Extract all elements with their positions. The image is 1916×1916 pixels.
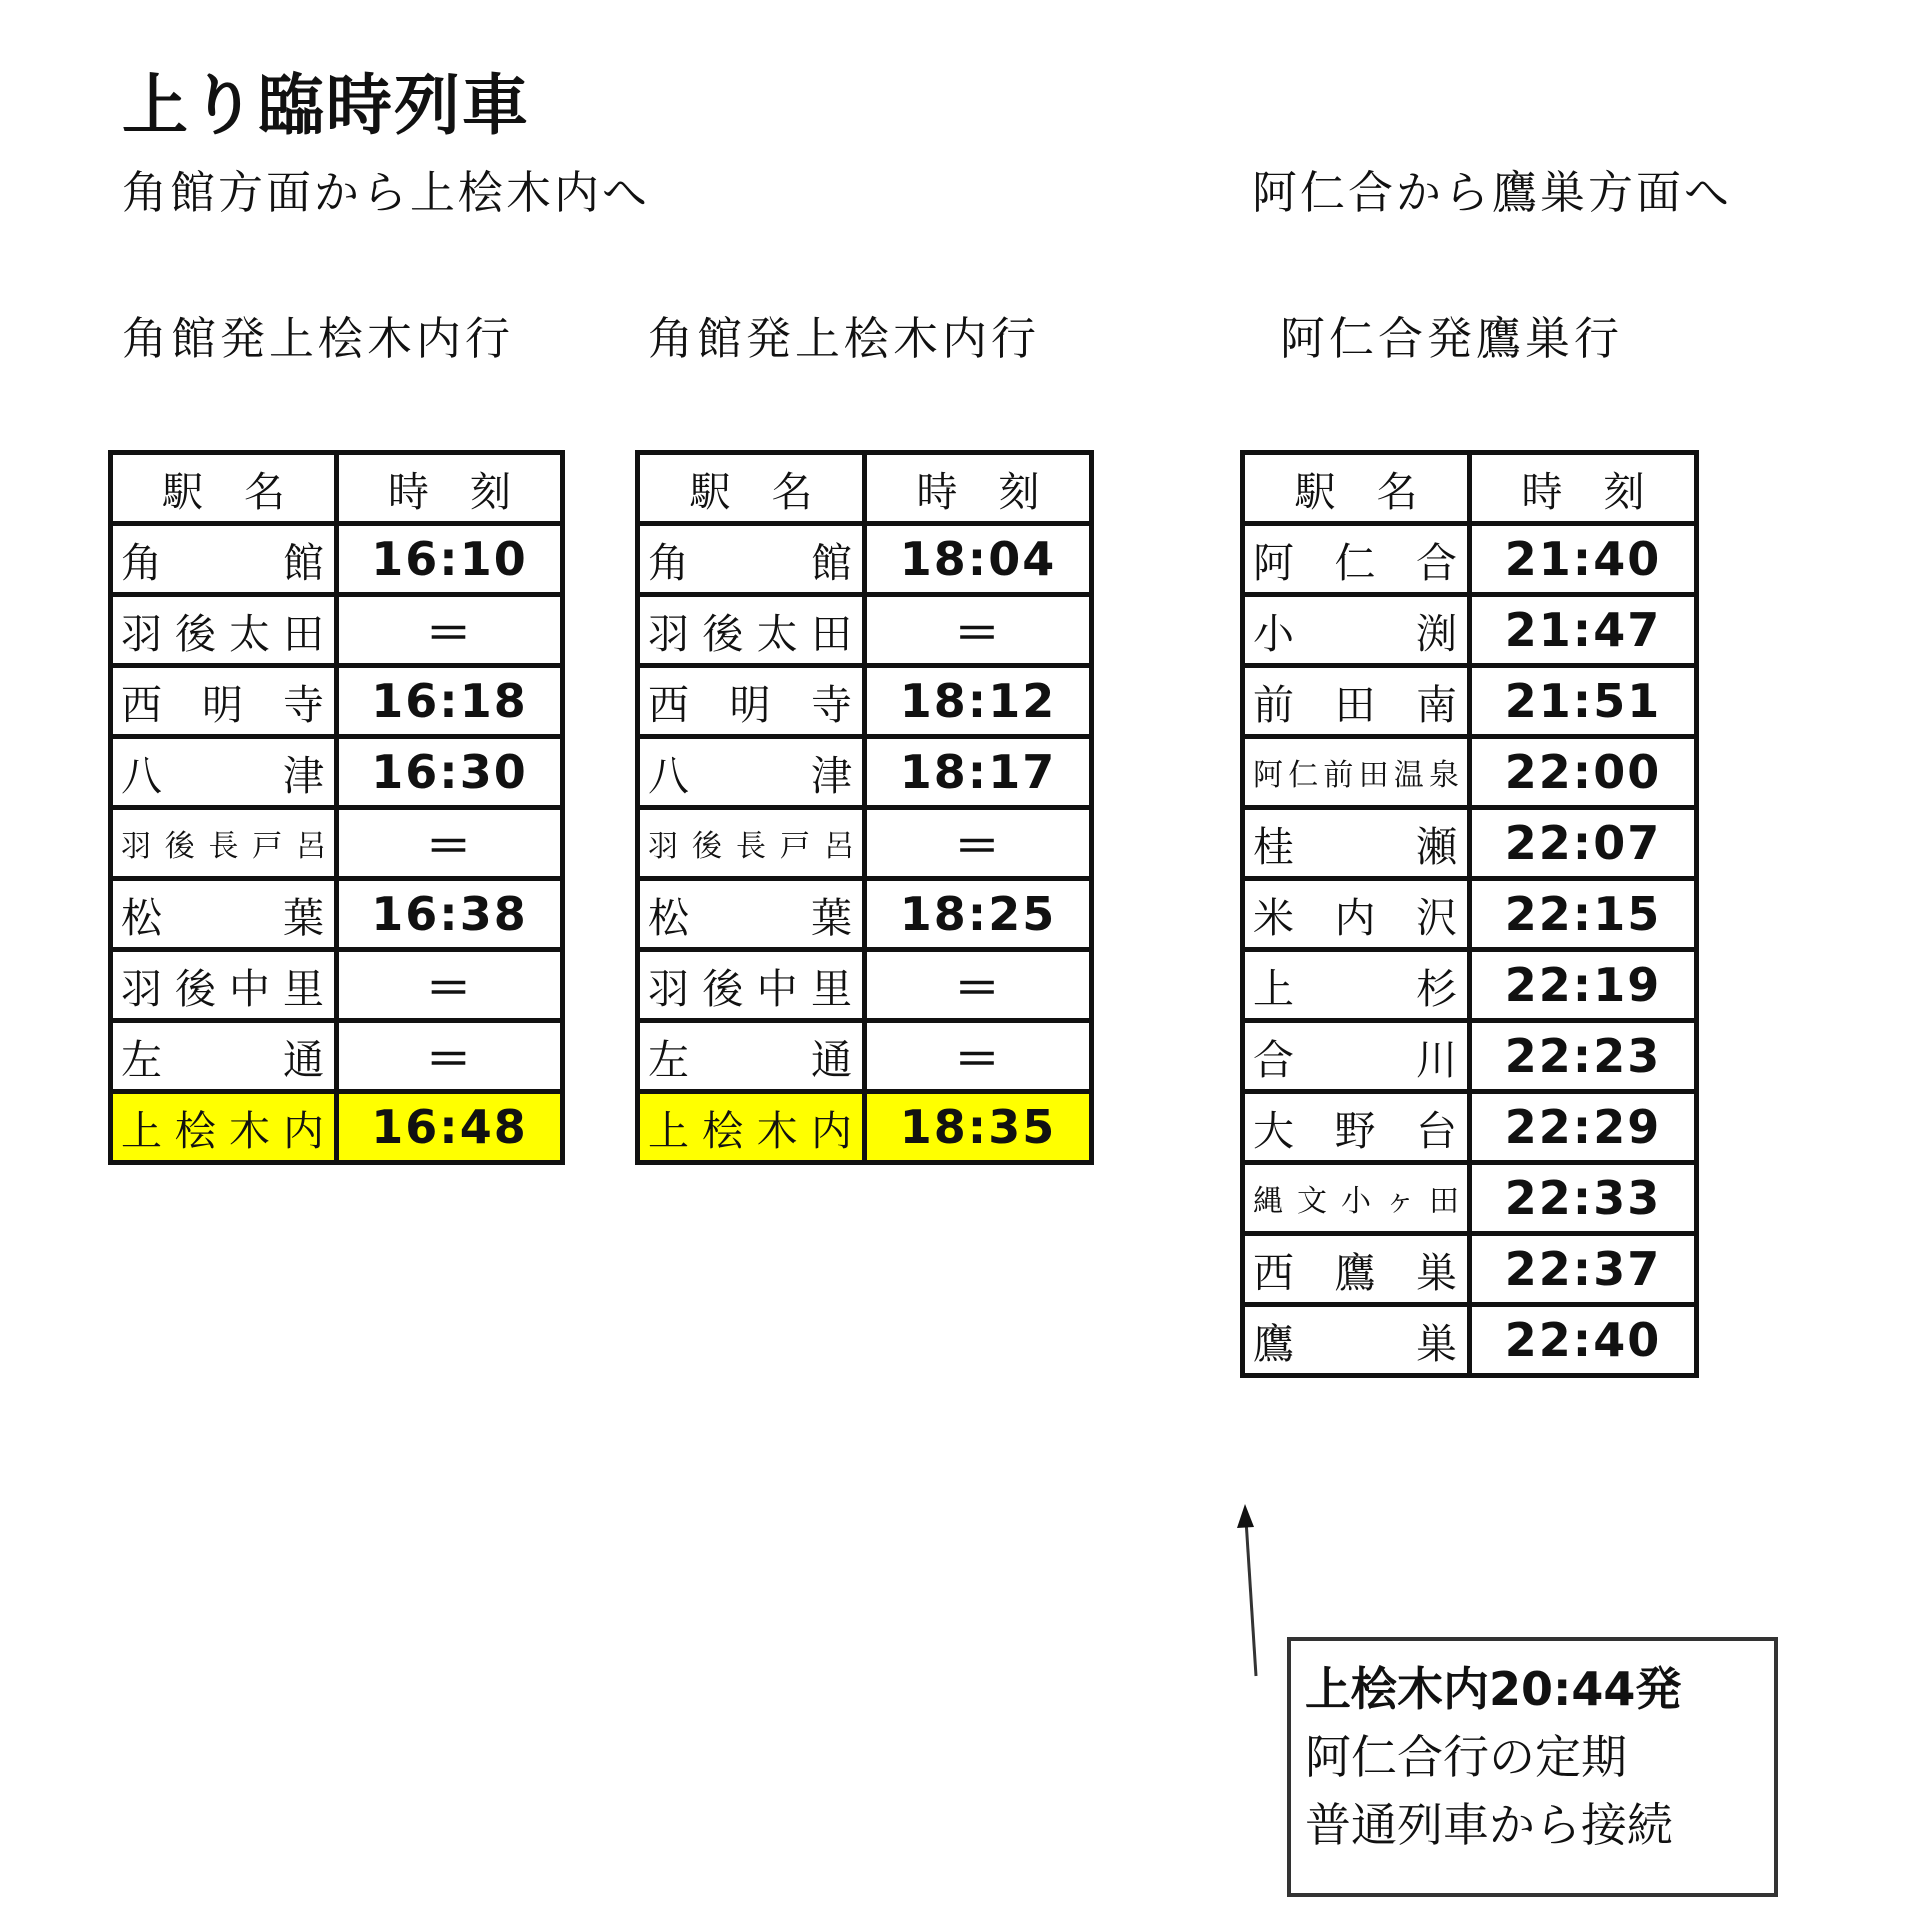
table-row	[638, 524, 1092, 595]
table-row	[1243, 1092, 1697, 1163]
station-name-cell: 角館	[111, 524, 337, 595]
station-name-cell: 上桧木内	[111, 1092, 337, 1163]
departure-time-cell: ＝	[865, 808, 1092, 879]
header-time-cell: 時 刻	[1470, 453, 1697, 524]
departure-time-cell: ＝	[865, 950, 1092, 1021]
departure-time-cell: ＝	[337, 950, 563, 1021]
departure-time-cell: 22:37	[1470, 1234, 1697, 1305]
station-name-cell: 羽後太田	[638, 595, 865, 666]
departure-time-cell: 22:19	[1470, 950, 1697, 1021]
departure-time-cell: 16:10	[337, 524, 563, 595]
table-row	[638, 666, 1092, 737]
station-name-cell: 左通	[638, 1021, 865, 1092]
station-name-cell: 大野台	[1243, 1092, 1470, 1163]
station-name-cell: 前田南	[1243, 666, 1470, 737]
station-name-cell: 縄文小ヶ田	[1243, 1163, 1470, 1234]
departure-time-cell: ＝	[865, 1021, 1092, 1092]
station-name-cell: 西明寺	[638, 666, 865, 737]
table-row	[638, 1092, 1092, 1163]
departure-time-cell: 22:23	[1470, 1021, 1697, 1092]
departure-time-cell: 22:29	[1470, 1092, 1697, 1163]
timetable-1	[108, 450, 565, 1165]
departure-time-cell: 18:35	[865, 1092, 1092, 1163]
table-heading-3: 阿仁合発鷹巣行	[1280, 312, 1624, 365]
station-name-cell: 羽後長戸呂	[638, 808, 865, 879]
departure-time-cell: ＝	[865, 595, 1092, 666]
section-heading-aniai: 阿仁合から鷹巣方面へ	[1252, 166, 1733, 219]
note-line-3: 普通列車から接続	[1305, 1798, 1673, 1852]
departure-time-cell: 16:18	[337, 666, 563, 737]
departure-time-cell: 22:40	[1470, 1305, 1697, 1376]
station-name-cell: 左通	[111, 1021, 337, 1092]
station-name-cell: 小渕	[1243, 595, 1470, 666]
departure-time-cell: 22:33	[1470, 1163, 1697, 1234]
table-row	[638, 808, 1092, 879]
note-line-2: 阿仁合行の定期	[1305, 1730, 1627, 1784]
table-header-row	[638, 453, 1092, 524]
table-heading-1: 角館発上桧木内行	[122, 312, 515, 365]
table-row	[1243, 879, 1697, 950]
connection-note	[1287, 1637, 1778, 1897]
table-row	[111, 808, 563, 879]
table-row	[638, 950, 1092, 1021]
station-name-cell: 松葉	[638, 879, 865, 950]
station-name-cell: 阿仁前田温泉	[1243, 737, 1470, 808]
departure-time-cell: 16:30	[337, 737, 563, 808]
table-row	[638, 595, 1092, 666]
station-name-cell: 阿仁合	[1243, 524, 1470, 595]
header-station-cell: 駅 名	[1243, 453, 1470, 524]
station-name-cell: 八津	[638, 737, 865, 808]
header-time-cell: 時 刻	[337, 453, 563, 524]
table-row	[111, 1021, 563, 1092]
station-name-cell: 角館	[638, 524, 865, 595]
header-station-cell: 駅 名	[638, 453, 865, 524]
table-row	[1243, 595, 1697, 666]
departure-time-cell: 16:38	[337, 879, 563, 950]
departure-time-cell: 21:40	[1470, 524, 1697, 595]
station-name-cell: 羽後中里	[638, 950, 865, 1021]
departure-time-cell: 16:48	[337, 1092, 563, 1163]
table-row	[111, 524, 563, 595]
departure-time-cell: 22:00	[1470, 737, 1697, 808]
table-row	[1243, 1163, 1697, 1234]
departure-time-cell: 18:17	[865, 737, 1092, 808]
station-name-cell: 上杉	[1243, 950, 1470, 1021]
station-name-cell: 八津	[111, 737, 337, 808]
station-name-cell: 上桧木内	[638, 1092, 865, 1163]
table-row	[638, 737, 1092, 808]
table-row	[111, 666, 563, 737]
station-name-cell: 羽後中里	[111, 950, 337, 1021]
table-row	[1243, 1305, 1697, 1376]
departure-time-cell: 18:25	[865, 879, 1092, 950]
table-row	[111, 737, 563, 808]
note-line-1: 上桧木内20:44発	[1305, 1662, 1682, 1716]
station-name-cell: 鷹巣	[1243, 1305, 1470, 1376]
header-station-cell: 駅 名	[111, 453, 337, 524]
departure-time-cell: 21:51	[1470, 666, 1697, 737]
departure-time-cell: 21:47	[1470, 595, 1697, 666]
station-name-cell: 羽後長戸呂	[111, 808, 337, 879]
station-name-cell: 西鷹巣	[1243, 1234, 1470, 1305]
section-heading-kakunodate: 角館方面から上桧木内へ	[122, 166, 651, 219]
departure-time-cell: 22:07	[1470, 808, 1697, 879]
timetable-3	[1240, 450, 1699, 1378]
station-name-cell: 米内沢	[1243, 879, 1470, 950]
table-row	[1243, 524, 1697, 595]
table-row	[111, 595, 563, 666]
table-row	[111, 950, 563, 1021]
table-row	[111, 1092, 563, 1163]
station-name-cell: 桂瀬	[1243, 808, 1470, 879]
station-name-cell: 羽後太田	[111, 595, 337, 666]
departure-time-cell: ＝	[337, 808, 563, 879]
timetable-2	[635, 450, 1094, 1165]
departure-time-cell: ＝	[337, 595, 563, 666]
table-row	[1243, 950, 1697, 1021]
station-name-cell: 西明寺	[111, 666, 337, 737]
table-heading-2: 角館発上桧木内行	[648, 312, 1041, 365]
departure-time-cell: ＝	[337, 1021, 563, 1092]
table-row	[111, 879, 563, 950]
header-time-cell: 時 刻	[865, 453, 1092, 524]
table-header-row	[1243, 453, 1697, 524]
departure-time-cell: 18:12	[865, 666, 1092, 737]
table-row	[1243, 666, 1697, 737]
table-row	[638, 879, 1092, 950]
departure-time-cell: 22:15	[1470, 879, 1697, 950]
station-name-cell: 松葉	[111, 879, 337, 950]
station-name-cell: 合川	[1243, 1021, 1470, 1092]
page-title: 上り臨時列車	[122, 67, 530, 144]
table-row	[1243, 808, 1697, 879]
table-row	[1243, 737, 1697, 808]
table-row	[1243, 1234, 1697, 1305]
departure-time-cell: 18:04	[865, 524, 1092, 595]
table-row	[638, 1021, 1092, 1092]
table-header-row	[111, 453, 563, 524]
table-row	[1243, 1021, 1697, 1092]
